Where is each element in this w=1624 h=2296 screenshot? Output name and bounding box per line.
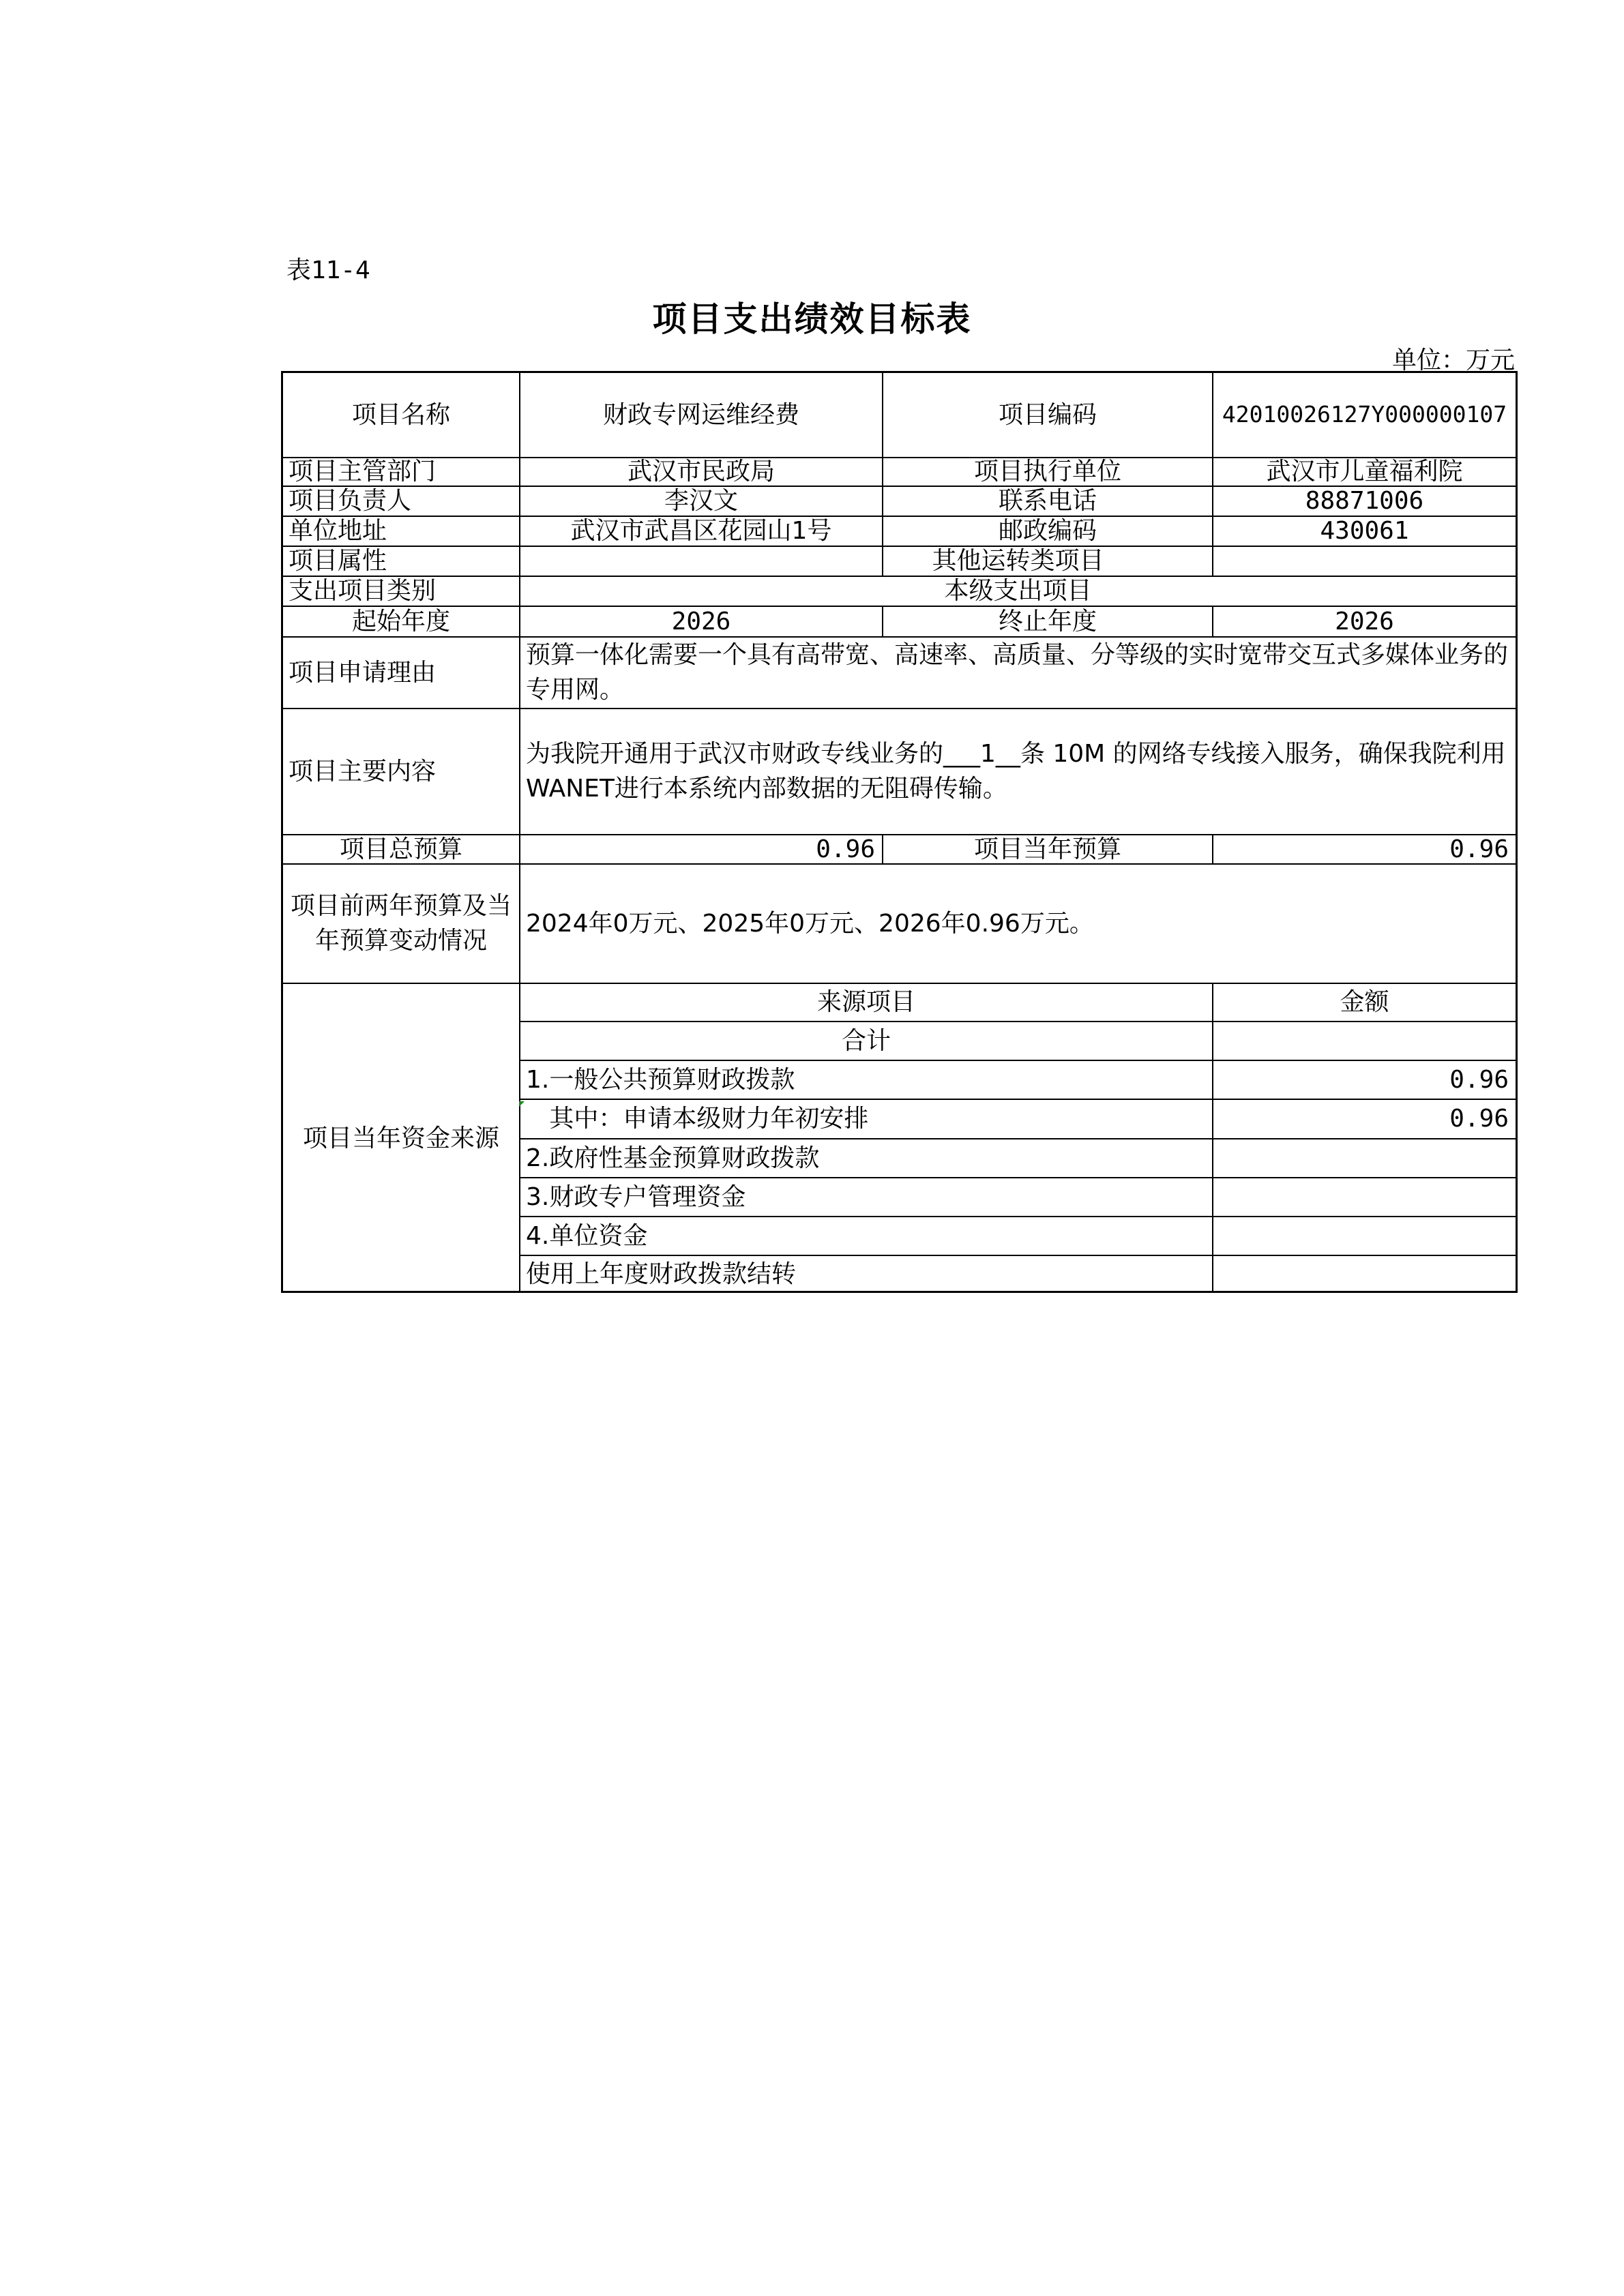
funding-source-header: 来源项目	[816, 988, 915, 1017]
address-label: 单位地址	[289, 517, 387, 546]
current-budget-label: 项目当年预算	[973, 835, 1121, 863]
total-budget-value: 0.96	[816, 835, 875, 863]
project-code-value: 42010026127Y000000107	[1222, 401, 1507, 428]
category-value: 本级支出项目	[944, 577, 1092, 606]
current-budget-value: 0.96	[1449, 835, 1509, 863]
history-label: 项目前两年预算及当年预算变动情况	[290, 892, 512, 955]
start-year-label: 起始年度	[351, 607, 450, 636]
start-year-value: 2026	[671, 607, 731, 636]
funding-row-amount	[1213, 1022, 1516, 1060]
performance-target-table	[281, 371, 1518, 1293]
postcode-value: 430061	[1320, 517, 1409, 546]
phone-label: 联系电话	[998, 487, 1097, 516]
total-budget-label: 项目总预算	[339, 835, 462, 863]
reason-label: 项目申请理由	[289, 658, 437, 687]
dept-label: 项目主管部门	[289, 458, 437, 486]
project-code-label: 项目编码	[998, 400, 1097, 429]
content-value: 为我院开通用于武汉市财政专线业务的___1__条 10M 的网络专线接入服务，确保我院利用WANET进行本系统内部数据的无阻碍传输。	[526, 740, 1506, 803]
end-year-label: 终止年度	[998, 607, 1097, 636]
funding-row-label: 1.一般公共预算财政拨款	[526, 1065, 795, 1094]
funding-amount-header: 金额	[1340, 988, 1389, 1017]
funding-row-amount	[1213, 1178, 1516, 1216]
funding-row-label: 使用上年度财政拨款结转	[526, 1260, 797, 1289]
funding-row-label: 2.政府性基金预算财政拨款	[526, 1144, 820, 1172]
exec-unit-label: 项目执行单位	[973, 458, 1121, 486]
exec-unit-value: 武汉市儿童福利院	[1266, 458, 1463, 486]
table-number: 表11-4	[286, 256, 370, 284]
funding-row-label: 合计	[841, 1026, 891, 1055]
funding-row-amount	[1213, 1256, 1516, 1293]
project-name-value: 财政专网运维经费	[602, 400, 799, 429]
attribute-value: 其他运转类项目	[932, 547, 1104, 576]
end-year-value: 2026	[1335, 607, 1394, 636]
content-label: 项目主要内容	[289, 757, 437, 786]
funding-row-label: 3.财政专户管理资金	[526, 1182, 746, 1211]
funding-source-label: 项目当年资金来源	[302, 1124, 499, 1152]
funding-row-label: 4.单位资金	[526, 1221, 648, 1250]
category-label: 支出项目类别	[289, 577, 437, 606]
funding-row-amount	[1213, 1139, 1516, 1177]
leader-label: 项目负责人	[289, 487, 412, 516]
history-value: 2024年0万元、2025年0万元、2026年0.96万元。	[526, 909, 1094, 938]
funding-row-amount: 0.96	[1449, 1065, 1509, 1094]
funding-row-amount: 0.96	[1449, 1105, 1509, 1133]
document-title: 项目支出绩效目标表	[652, 299, 972, 339]
leader-value: 李汉文	[664, 487, 738, 516]
postcode-label: 邮政编码	[998, 517, 1097, 546]
project-name-label: 项目名称	[351, 400, 450, 429]
dept-value: 武汉市民政局	[627, 458, 775, 486]
funding-row-label: 其中：申请本级财力年初安排	[526, 1105, 869, 1133]
reason-value: 预算一体化需要一个具有高带宽、高速率、高质量、分等级的实时宽带交互式多媒体业务的专用网。	[526, 641, 1509, 704]
cell-comment-marker	[519, 1101, 525, 1107]
funding-row-amount	[1213, 1217, 1516, 1255]
phone-value: 88871006	[1305, 487, 1424, 516]
attribute-label: 项目属性	[289, 547, 387, 576]
address-value: 武汉市武昌区花园山1号	[570, 517, 832, 546]
unit-label: 单位：万元	[1391, 346, 1515, 374]
